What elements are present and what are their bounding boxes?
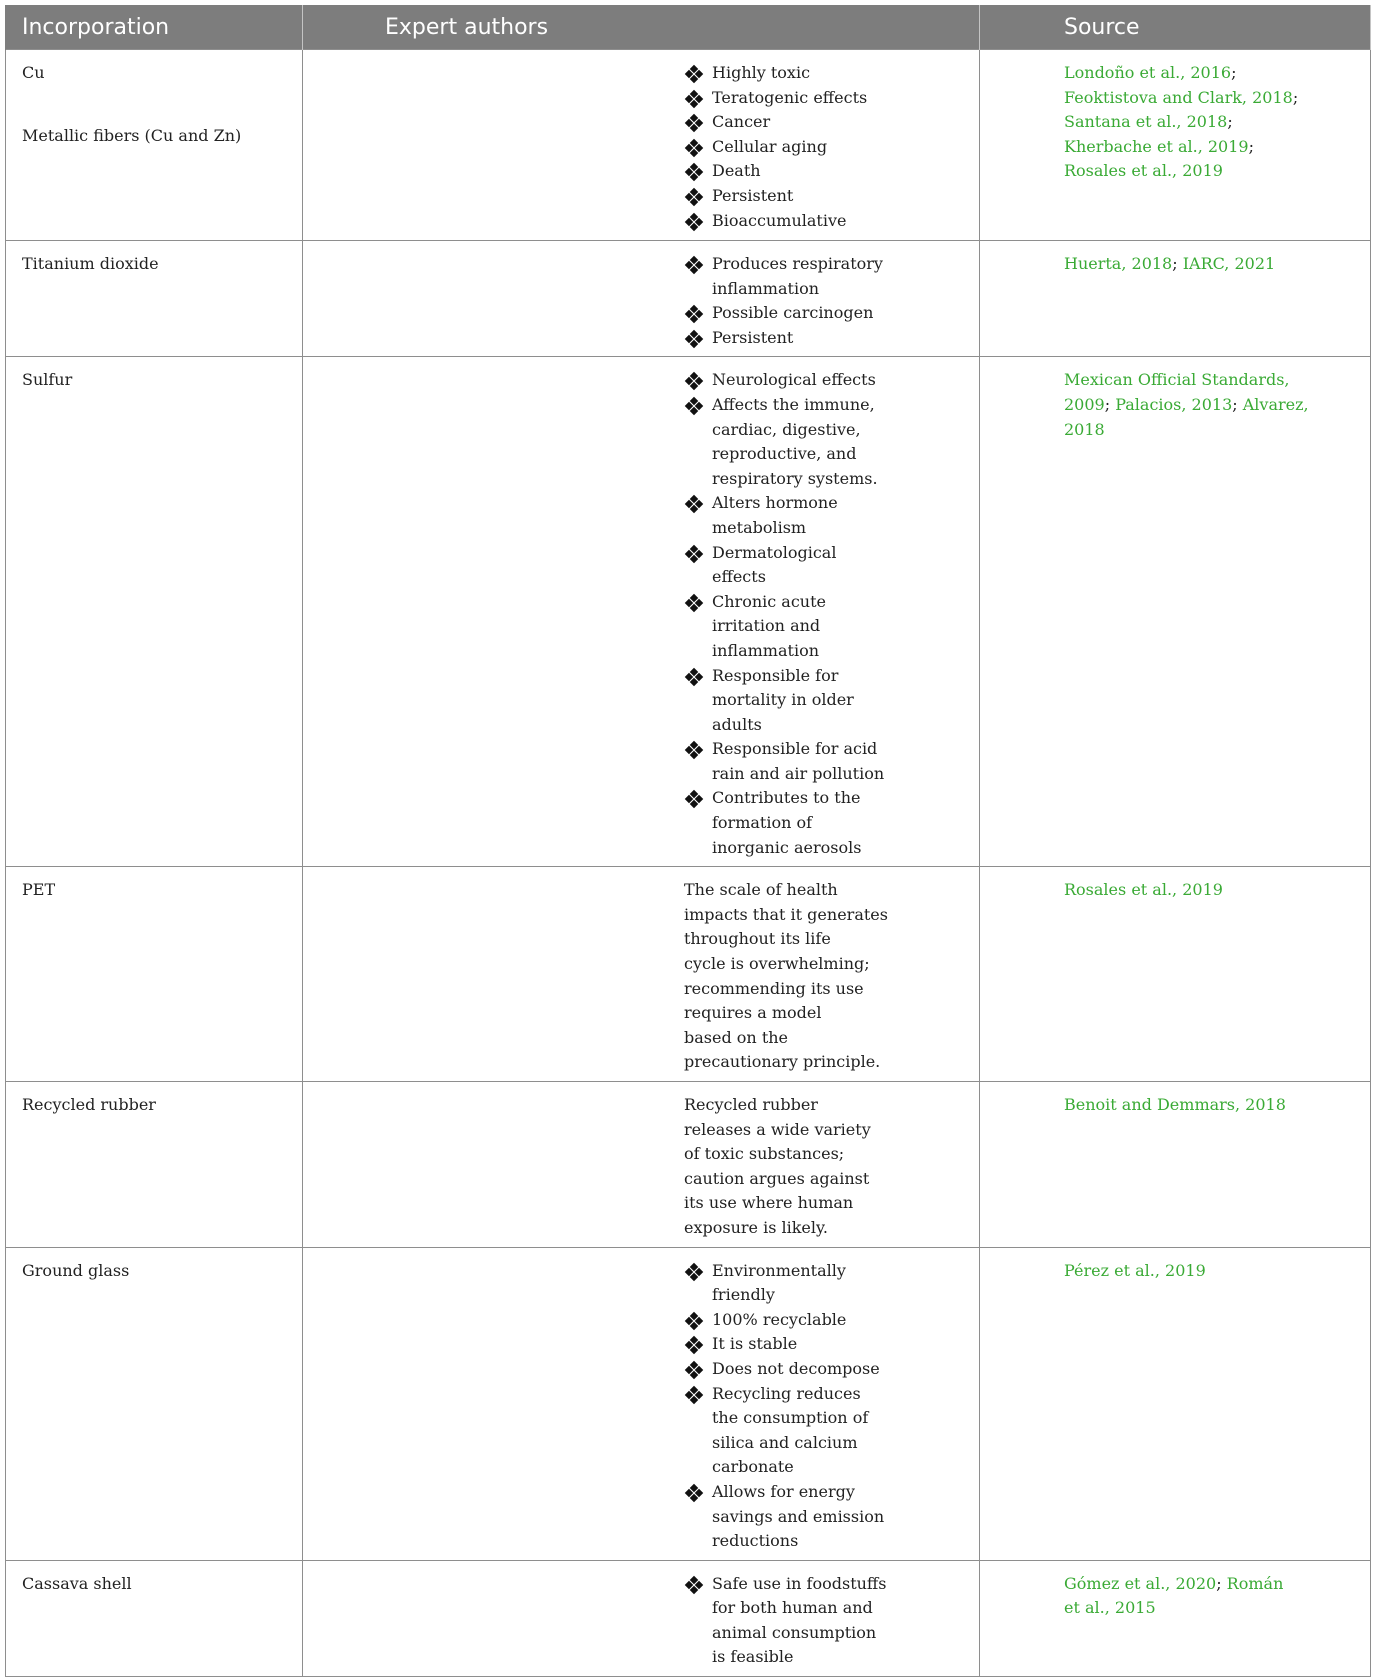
effect-text: Death — [712, 161, 761, 181]
effect-text: Highly toxic — [712, 63, 811, 82]
source-line — [1064, 1572, 1310, 1597]
effect-text: Persistent — [712, 327, 794, 347]
incorporation-text: Ground glass — [22, 1260, 130, 1280]
effects-cell — [303, 867, 980, 1082]
effect-item — [684, 1382, 889, 1480]
table-row — [6, 1247, 1371, 1560]
effect-text: Allows for energy savings and emission reductions — [712, 1481, 885, 1551]
effect-text: Responsible for mortality in older adults — [712, 665, 854, 734]
source-link[interactable]: 2009 — [1064, 394, 1105, 414]
source-separator: ; — [1292, 87, 1299, 107]
header-expert-authors: Expert authors — [303, 5, 980, 50]
four-diamond-bullet-icon — [684, 1312, 704, 1332]
four-diamond-bullet-icon — [684, 1484, 704, 1504]
incorporation-cell — [6, 1247, 303, 1560]
source-link[interactable]: Pérez et al., 2019 — [1064, 1260, 1206, 1280]
effect-item — [684, 590, 889, 664]
source-cell — [980, 50, 1371, 241]
effect-item — [684, 368, 889, 393]
effect-text: Does not decompose — [712, 1358, 880, 1378]
effect-item — [684, 110, 889, 135]
source-line — [1064, 393, 1310, 418]
effect-text: Cellular aging — [712, 136, 828, 156]
effect-item — [684, 1259, 889, 1308]
source-link[interactable]: Rosales et al., 2019 — [1064, 161, 1223, 181]
effect-item — [684, 491, 889, 540]
four-diamond-bullet-icon — [684, 1263, 704, 1283]
effect-text: Bioaccumulative — [712, 210, 847, 230]
effect-text: Affects the immune, cardiac, digestive, reproductive, and respiratory systems. — [712, 394, 878, 488]
effects-list — [684, 252, 889, 350]
effects-list — [684, 1572, 889, 1670]
source-link[interactable]: et al., 2015 — [1064, 1598, 1156, 1618]
incorporation-cell — [6, 241, 303, 357]
source-cell — [980, 241, 1371, 357]
incorporation-text: Recycled rubber — [22, 1095, 156, 1114]
effect-item — [684, 61, 889, 86]
source-link[interactable]: IARC, 2021 — [1177, 254, 1276, 273]
source-link[interactable]: Román — [1226, 1573, 1284, 1593]
four-diamond-bullet-icon — [684, 397, 704, 417]
effect-text: Safe use in foodstuffs for both human and animal consumption is feasible — [712, 1573, 887, 1667]
effect-item — [684, 209, 889, 234]
source-line — [1064, 878, 1310, 903]
four-diamond-bullet-icon — [684, 188, 704, 208]
table-row — [6, 1560, 1371, 1676]
effect-item — [684, 393, 889, 491]
effect-item — [684, 1308, 889, 1333]
source-line — [1064, 61, 1310, 86]
source-link[interactable]: Alvarez, — [1242, 394, 1309, 414]
four-diamond-bullet-icon — [684, 330, 704, 350]
four-diamond-bullet-icon — [684, 305, 704, 325]
effect-item — [684, 1357, 889, 1382]
effects-paragraph-line: The scale of health impacts that it generates throughout its life — [684, 880, 888, 949]
effects-paragraph-line: caution argues against its use where human exposure is likely. — [684, 1168, 870, 1237]
four-diamond-bullet-icon — [684, 790, 704, 810]
source-link[interactable]: Londoño et al., 2016 — [1064, 63, 1232, 82]
source-link[interactable]: Palacios, 2013 — [1115, 394, 1233, 414]
effects-cell — [303, 241, 980, 357]
four-diamond-bullet-icon — [684, 545, 704, 565]
effect-text: It is stable — [712, 1334, 798, 1354]
effect-text: Responsible for acid rain and air pollution — [712, 739, 885, 783]
source-line — [1064, 1596, 1310, 1621]
four-diamond-bullet-icon — [684, 1576, 704, 1596]
source-link[interactable]: Rosales et al., 2019 — [1064, 880, 1223, 900]
effect-item — [684, 1332, 889, 1357]
effects-list — [684, 368, 889, 860]
source-cell — [980, 867, 1371, 1082]
source-line — [1064, 1093, 1310, 1118]
source-separator: ; — [1227, 112, 1233, 132]
source-line — [1064, 418, 1310, 443]
effect-item — [684, 252, 889, 301]
source-line — [1064, 135, 1310, 160]
effect-text: Cancer — [712, 112, 771, 132]
effects-cell — [303, 1247, 980, 1560]
incorporation-text: PET — [22, 880, 56, 900]
four-diamond-bullet-icon — [684, 594, 704, 614]
four-diamond-bullet-icon — [684, 90, 704, 110]
header-incorporation: Incorporation — [6, 5, 303, 50]
source-separator: ; — [1248, 136, 1254, 156]
incorporation-text: Cassava shell — [22, 1573, 132, 1593]
source-cell — [980, 357, 1371, 867]
effects-list — [684, 1259, 889, 1554]
source-cell — [980, 1247, 1371, 1560]
effects-cell — [303, 1560, 980, 1676]
table-header — [6, 5, 1371, 50]
effect-text: Produces respiratory inflammation — [712, 254, 883, 298]
source-line — [1064, 110, 1310, 135]
table-row — [6, 357, 1371, 867]
effect-text: Neurological effects — [712, 370, 876, 390]
incorporation-text: Metallic fibers (Cu and Zn) — [22, 125, 242, 145]
effect-text: Teratogenic effects — [712, 87, 868, 107]
effects-list — [684, 61, 889, 233]
effect-item — [684, 184, 889, 209]
effect-item — [684, 135, 889, 160]
source-link[interactable]: 2018 — [1064, 419, 1105, 439]
four-diamond-bullet-icon — [684, 163, 704, 183]
four-diamond-bullet-icon — [684, 668, 704, 688]
source-separator: ; — [1172, 254, 1178, 273]
source-link[interactable]: Gómez et al., 2020 — [1064, 1573, 1217, 1593]
four-diamond-bullet-icon — [684, 256, 704, 276]
source-line — [1064, 86, 1310, 111]
effect-item — [684, 737, 889, 786]
effects-cell — [303, 357, 980, 867]
four-diamond-bullet-icon — [684, 65, 704, 85]
table-row — [6, 241, 1371, 357]
four-diamond-bullet-icon — [684, 495, 704, 515]
source-separator: ; — [1216, 1573, 1227, 1593]
header-row — [6, 5, 1371, 50]
incorporation-cell — [6, 50, 303, 241]
effect-item — [684, 1572, 889, 1670]
effect-text: Alters hormone metabolism — [712, 493, 838, 537]
source-line — [1064, 159, 1310, 184]
effect-text: Environmentally friendly — [712, 1260, 846, 1305]
effect-item — [684, 664, 889, 738]
source-line — [1064, 368, 1310, 393]
line-gap — [22, 86, 292, 124]
source-link[interactable]: Huerta, 2018 — [1064, 254, 1173, 273]
source-link[interactable]: Kherbache et al., 2019 — [1064, 136, 1249, 156]
effect-item — [684, 541, 889, 590]
four-diamond-bullet-icon — [684, 1386, 704, 1406]
effects-cell — [303, 50, 980, 241]
effects-paragraph-line: cycle is overwhelming; recommending its use requires a model — [684, 954, 870, 1023]
table-body — [6, 50, 1371, 1677]
effects-paragraph-line: based on the precautionary principle. — [684, 1027, 881, 1072]
source-link[interactable]: Feoktistova and Clark, 2018 — [1064, 87, 1293, 107]
effect-item — [684, 1480, 889, 1554]
four-diamond-bullet-icon — [684, 1361, 704, 1381]
effect-item — [684, 326, 889, 351]
incorporation-cell — [6, 867, 303, 1082]
source-line — [1064, 1259, 1310, 1284]
incorporation-text: Titanium dioxide — [22, 254, 159, 273]
effect-text: Dermatological effects — [712, 542, 837, 587]
incorporation-cell — [6, 1560, 303, 1676]
incorporation-cell — [6, 1082, 303, 1248]
effect-text: Chronic acute irritation and inflammation — [712, 591, 826, 660]
effect-item — [684, 301, 889, 326]
table-row — [6, 50, 1371, 241]
incorporation-cell — [6, 357, 303, 867]
source-link[interactable]: Santana et al., 2018 — [1064, 112, 1228, 132]
four-diamond-bullet-icon — [684, 139, 704, 159]
table-row — [6, 1082, 1371, 1248]
effect-text: 100% recyclable — [712, 1309, 847, 1329]
effects-paragraph-line: Recycled rubber releases a wide variety of toxic substances; — [684, 1095, 871, 1164]
source-cell — [980, 1560, 1371, 1676]
effects-cell — [303, 1082, 980, 1248]
four-diamond-bullet-icon — [684, 372, 704, 392]
effect-item — [684, 86, 889, 111]
source-cell — [980, 1082, 1371, 1248]
source-separator: ; — [1231, 63, 1237, 82]
effect-item — [684, 159, 889, 184]
effect-text: Possible carcinogen — [712, 303, 874, 323]
effect-text: Recycling reduces the consumption of silica and calcium carbonate — [712, 1383, 869, 1477]
effects-table — [5, 5, 1371, 1677]
source-link[interactable]: Benoit and Demmars, 2018 — [1064, 1095, 1286, 1114]
effect-text: Persistent — [712, 185, 794, 205]
source-link[interactable]: Mexican Official Standards, — [1064, 370, 1290, 390]
four-diamond-bullet-icon — [684, 1336, 704, 1356]
table-row — [6, 867, 1371, 1082]
source-separator: ; — [1104, 394, 1116, 414]
header-source: Source — [980, 5, 1371, 50]
effect-text: Contributes to the formation of inorganic aerosols — [712, 788, 862, 857]
four-diamond-bullet-icon — [684, 741, 704, 761]
four-diamond-bullet-icon — [684, 114, 704, 134]
source-line — [1064, 252, 1310, 277]
four-diamond-bullet-icon — [684, 213, 704, 233]
incorporation-text: Sulfur — [22, 370, 73, 390]
incorporation-text: Cu — [22, 63, 45, 82]
effect-item — [684, 786, 889, 860]
source-separator: ; — [1232, 394, 1243, 414]
